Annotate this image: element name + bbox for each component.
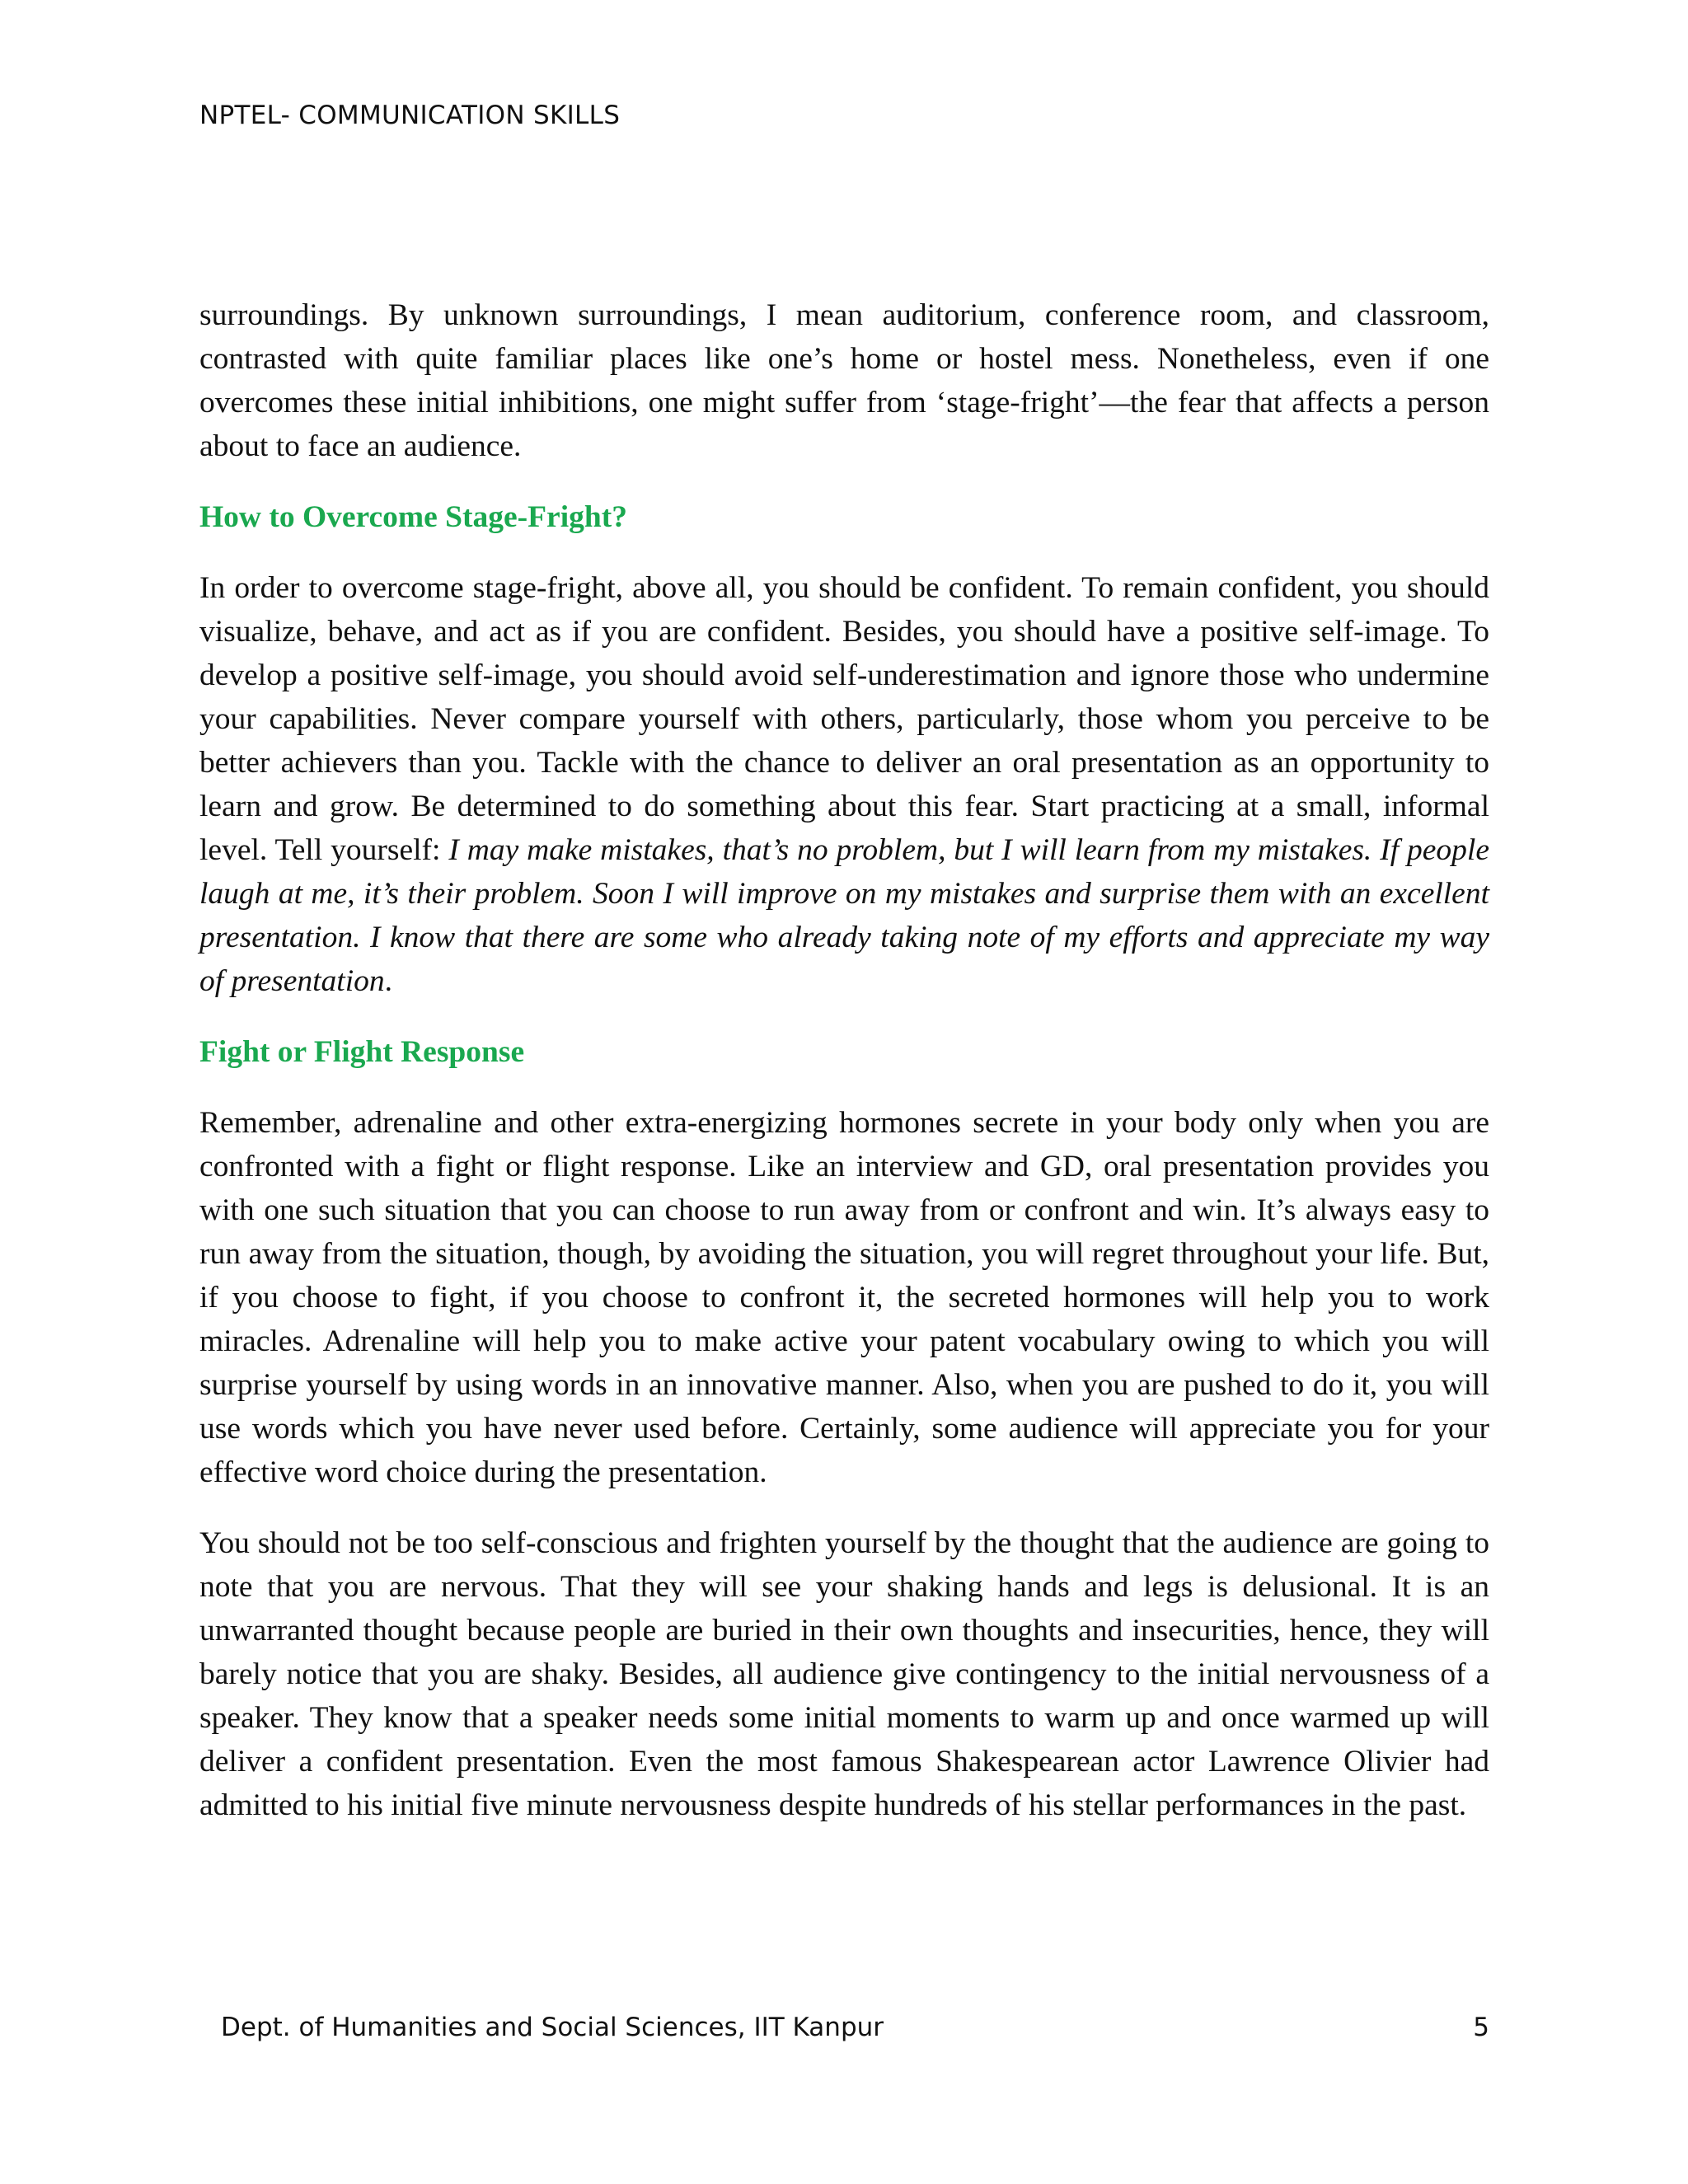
- page-body: [199, 293, 1489, 1854]
- running-header: NPTEL- COMMUNICATION SKILLS: [199, 101, 621, 130]
- paragraph-fight-flight: Remember, adrenaline and other extra-energizing hormones secrete in your body only when you are confronted with a fight or flight response. Like an interview and GD, oral presentation provides you with one such situation that you can choose to run away from or confront and win. It’s always easy to run away from the situation, though, by avoiding the situation, you will regret throughout your life. But, if you choose to fight, if you choose to confront it, the secreted hormones will help you to work miracles. Adrenaline will help you to make active your patent vocabulary owing to which you will surprise yourself by using words in an innovative manner. Also, when you are pushed to do it, you will use words which you have never used before. Certainly, some audience will appreciate you for your effective word choice during the presentation.: [199, 1106, 1489, 1489]
- heading-fight-flight: Fight or Flight Response: [199, 1035, 525, 1069]
- footer-department: Dept. of Humanities and Social Sciences, IIT Kanpur: [221, 2013, 884, 2042]
- paragraph-self-conscious: You should not be too self-conscious and frighten yourself by the thought that the audience are going to note that you are nervous. That they will see your shaking hands and legs is delusional. It is an unwarranted thought because people are buried in their own thoughts and insecurities, hence, they will barely notice that you are shaky. Besides, all audience give contingency to the initial nervousness of a speaker. They know that a speaker needs some initial moments to warm up and once warmed up will deliver a confident presentation. Even the most famous Shakespearean actor Lawrence Olivier had admitted to his initial five minute nervousness despite hundreds of his stellar performances in the past.: [199, 1526, 1489, 1822]
- paragraph-stage-fright-text: In order to overcome stage-fright, above all, you should be confident. To remain confident, you should visualize, behave, and act as if you are confident. Besides, you should have a positive self-image. To develop a positive self-image, you should avoid self-underestimation and ignore those who undermine your capabilities. Never compare yourself with others, particularly, those whom you perceive to be better achievers than you. Tackle with the chance to deliver an oral presentation as an opportunity to learn and grow. Be determined to do something about this fear. Start practicing at a small, informal level. Tell yourself:: [199, 571, 1489, 867]
- page-number: 5: [1473, 2013, 1489, 2042]
- paragraph-stage-fright-end: .: [384, 964, 393, 998]
- paragraph-intro: surroundings. By unknown surroundings, I mean auditorium, conference room, and classroom, contrasted with quite familiar places like one’s home or hostel mess. Nonetheless, even if one overcomes these initial inhibitions, one might suffer from ‘stage-fright’—the fear that affects a person about to face an audience.: [199, 298, 1489, 463]
- paragraph-stage-fright: [199, 566, 1489, 1003]
- paragraph-stage-fright-quote: I may make mistakes, that’s no problem, but I will learn from my mistakes. If people laugh at me, it’s their problem. Soon I will improve on my mistakes and surprise them with an excellent presentation. I know that there are some who already taking note of my efforts and appreciate my way of presentation: [199, 833, 1489, 998]
- heading-stage-fright: How to Overcome Stage-Fright?: [199, 500, 627, 534]
